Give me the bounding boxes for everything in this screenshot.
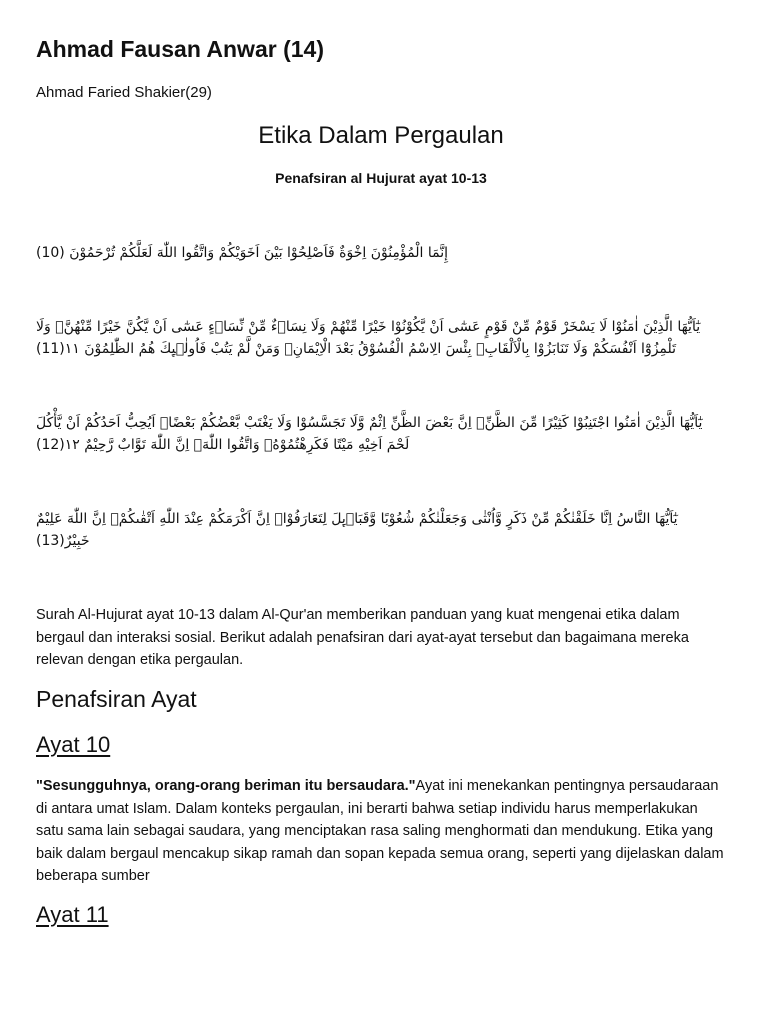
intro-paragraph: Surah Al-Hujurat ayat 10-13 dalam Al-Qur'an memberikan panduan yang kuat mengenai etika dalam bergaul dan interaksi sosial. Berikut adalah penafsiran dari ayat-ayat tersebut dan bagaimana mereka relevan dengan etika pergaulan. — [36, 607, 689, 668]
ayat-10-heading: Ayat 10 — [36, 732, 111, 757]
verse-10-arabic: إِنَّمَا الْمُؤْمِنُوْنَ اِخْوَةٌ فَاَصْلِحُوْا بَيْنَ اَخَوَيْكُمْ وَاتَّقُوا اللّٰهَ لَعَلَّكُمْ تُرْحَمُوْنَ (10) — [36, 245, 449, 261]
author-second-name: Ahmad Faried Shakier(29) — [36, 84, 212, 101]
verse-12-arabic: يٰٓاَيُّهَا الَّذِيْنَ اٰمَنُوا اجْتَنِبُوْا كَثِيْرًا مِّنَ الظَّنِّۖ اِنَّ بَعْضَ الظَّنِّ اِثْمٌ وَّلَا تَجَسَّسُوْا وَلَا يَغْتَبْ بَّعْضُكُمْ بَعْضًاۗ اَيُحِبُّ اَحَدُكُمْ اَنْ يَّأْكُلَ لَحْمَ اَخِيْهِ مَيْتًا فَكَرِهْتُمُوْهُۗ وَاتَّقُوا اللّٰهَۗ اِنَّ اللّٰهَ تَوَّابٌ رَّحِيْمٌ ١٢(12) — [36, 415, 703, 453]
ayat-10-quote: "Sesungguhnya, orang-orang beriman itu bersaudara." — [36, 778, 416, 794]
author-main-name: Ahmad Fausan Anwar (14) — [36, 36, 324, 62]
ayat-11-heading: Ayat 11 — [36, 902, 109, 927]
document-subtitle: Penafsiran al Hujurat ayat 10-13 — [275, 170, 487, 186]
ayat-10-body-text: Ayat ini menekankan pentingnya persaudaraan di antara umat Islam. Dalam konteks pergaulan, ini berarti bahwa setiap individu harus memperlakukan satu sama lain sebagai saudara, yang menciptakan rasa saling menghormati dan mendukung. Etika yang baik dalam bergaul mencakup sikap ramah dan sopan kepada semua orang, seperti yang dijelaskan dalam beberapa sumber — [36, 778, 724, 884]
ayat-10-paragraph — [36, 775, 726, 888]
section-heading-penafsiran: Penafsiran Ayat — [36, 686, 197, 712]
document-title: Etika Dalam Pergaulan — [258, 122, 504, 149]
verse-13-arabic: يٰٓاَيُّهَا النَّاسُ اِنَّا خَلَقْنٰكُمْ مِّنْ ذَكَرٍ وَّاُنْثٰى وَجَعَلْنٰكُمْ شُعُوْبًا وَّقَبَاۤىِٕلَ لِتَعَارَفُوْاۚ اِنَّ اَكْرَمَكُمْ عِنْدَ اللّٰهِ اَتْقٰىكُمْۗ اِنَّ اللّٰهَ عَلِيْمٌ خَبِيْرٌ(13) — [36, 511, 678, 549]
verse-11-arabic: يٰٓاَيُّهَا الَّذِيْنَ اٰمَنُوْا لَا يَسْخَرْ قَوْمٌ مِّنْ قَوْمٍ عَسٰٓى اَنْ يَّكُوْنُوْا خَيْرًا مِّنْهُمْ وَلَا نِسَاۤءٌ مِّنْ نِّسَاۤءٍ عَسٰٓى اَنْ يَّكُنَّ خَيْرًا مِّنْهُنَّۚ وَلَا تَلْمِزُوْٓا اَنْفُسَكُمْ وَلَا تَنَابَزُوْا بِالْاَلْقَابِۗ بِئْسَ الِاسْمُ الْفُسُوْقُ بَعْدَ الْاِيْمَانِۚ وَمَنْ لَّمْ يَتُبْ فَاُولٰۤىِٕكَ هُمُ الظّٰلِمُوْنَ ١١(11) — [36, 319, 701, 357]
